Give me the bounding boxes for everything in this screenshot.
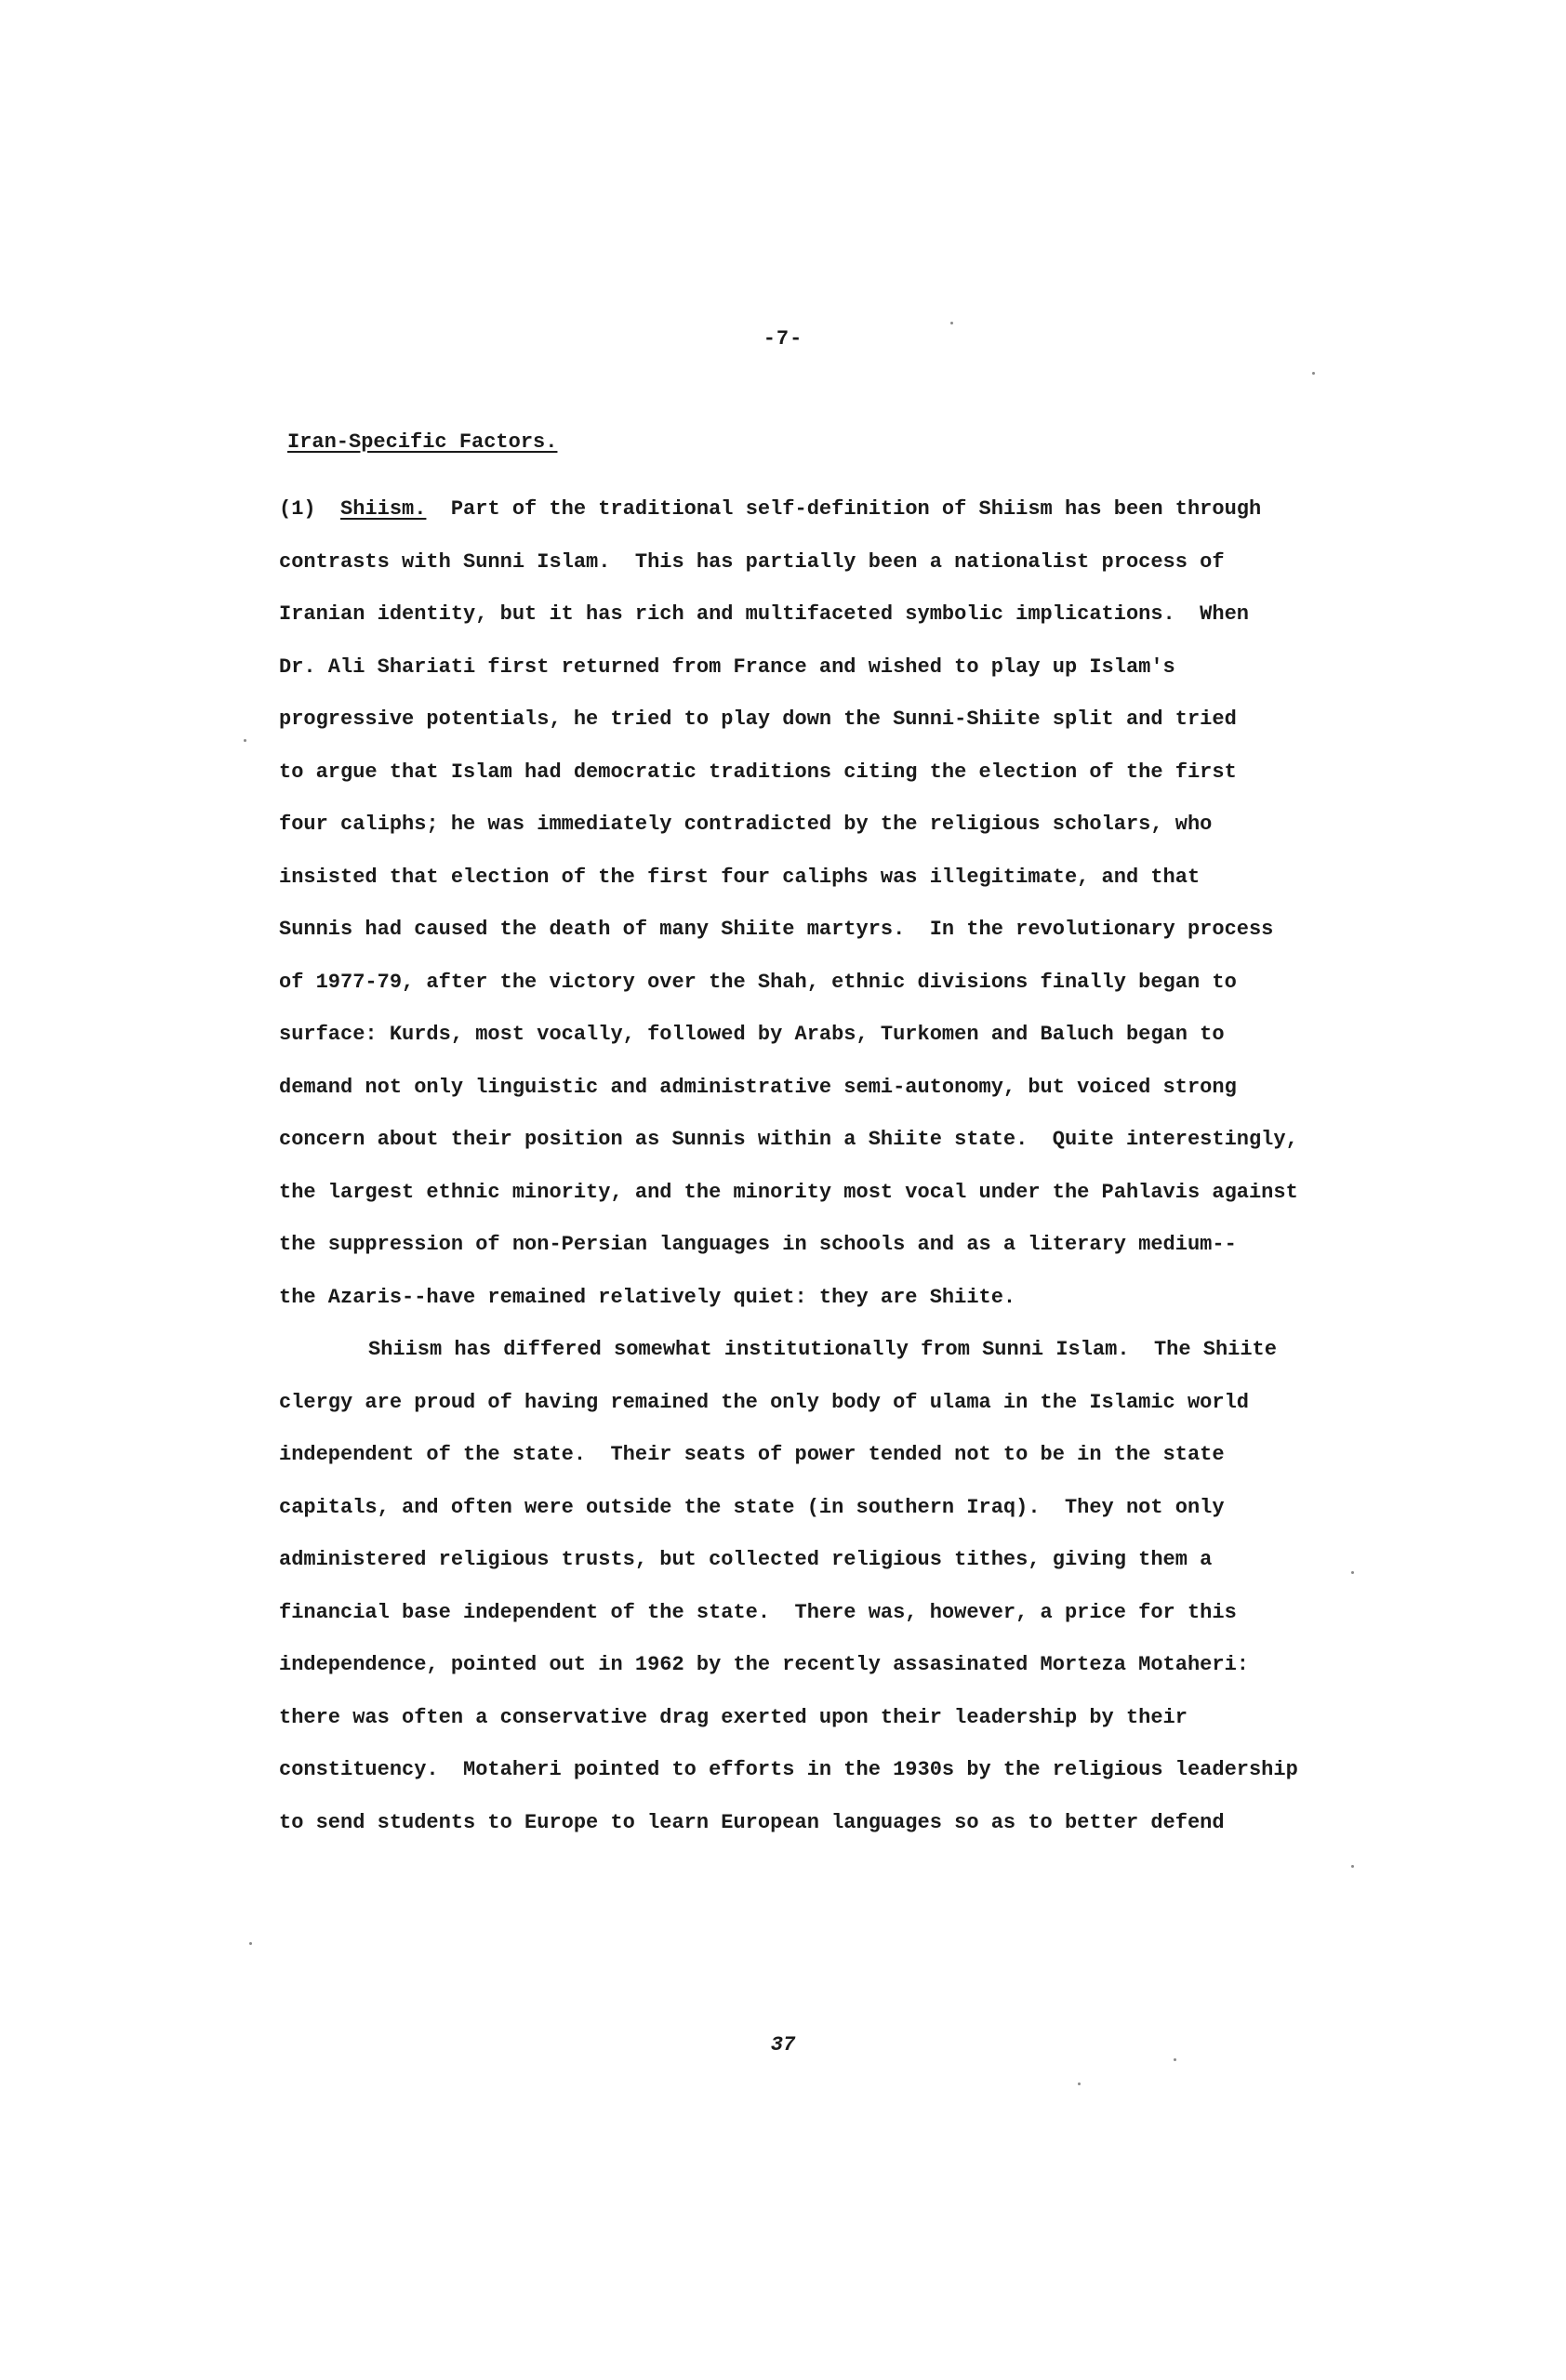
list-marker: (1) <box>279 497 316 521</box>
paragraph-2-line: clergy are proud of having remained the only body of ulama in the Islamic world <box>279 1390 1249 1414</box>
scan-speck <box>950 322 953 324</box>
paragraph-2-line: administered religious trusts, but collected religious tithes, giving them a <box>279 1548 1213 1571</box>
scan-speck <box>1351 1571 1354 1574</box>
paragraph-1-line: Iranian identity, but it has rich and multifaceted symbolic implications. When <box>279 602 1249 626</box>
section-heading <box>287 430 557 454</box>
paragraph-1-line-1-text: Part of the traditional self-definition of Shiism has been through <box>450 497 1262 521</box>
paragraph-2-line: to send students to Europe to learn European languages so as to better defend <box>279 1810 1225 1834</box>
body-text <box>279 483 1376 1849</box>
paragraph-1-line: Dr. Ali Shariati first returned from France and wished to play up Islam's <box>279 654 1175 679</box>
paragraph-2-line: Shiism has differed somewhat institutionally from Sunni Islam. The Shiite <box>368 1338 1277 1361</box>
section-heading-text: Iran-Specific Factors. <box>287 430 558 454</box>
scan-speck <box>249 1942 252 1945</box>
paragraph-1-line: of 1977-79, after the victory over the Shah, ethnic divisions finally began to <box>279 970 1237 994</box>
paragraph-2-line: there was often a conservative drag exerted upon their leadership by their <box>279 1705 1188 1729</box>
paragraph-1-line-1 <box>279 483 1376 536</box>
paragraph-2-line: independent of the state. Their seats of power tended not to be in the state <box>279 1443 1225 1466</box>
paragraph-1-line: concern about their position as Sunnis within a Shiite state. Quite interestingly, <box>279 1128 1298 1151</box>
paragraph-1-line: the Azaris--have remained relatively quiet: they are Shiite. <box>279 1285 1016 1309</box>
paragraph-1-line: insisted that election of the first four caliphs was illegitimate, and that <box>279 865 1201 889</box>
scan-speck <box>1078 2082 1081 2085</box>
scan-speck <box>1312 372 1315 375</box>
scan-speck <box>1174 2058 1176 2061</box>
paragraph-1-line: the suppression of non-Persian languages in schools and as a literary medium-- <box>279 1233 1237 1256</box>
scan-speck <box>1351 1865 1354 1868</box>
paragraph-1-line: demand not only linguistic and administrative semi-autonomy, but voiced strong <box>279 1075 1237 1099</box>
scan-speck <box>244 739 246 742</box>
page-number-top: -7- <box>763 327 803 350</box>
paragraph-1-line: four caliphs; he was immediately contradicted by the religious scholars, who <box>279 813 1213 836</box>
paragraph-2-line: capitals, and often were outside the state (in southern Iraq). They not only <box>279 1495 1225 1519</box>
paragraph-1-line: Sunnis had caused the death of many Shiite martyrs. In the revolutionary process <box>279 918 1274 941</box>
paragraph-1-line: to argue that Islam had democratic traditions citing the election of the first <box>279 760 1237 784</box>
page-number-bottom: 37 <box>770 2033 796 2056</box>
paragraph-2-line: constituency. Motaheri pointed to efforts in the 1930s by the religious leadership <box>279 1758 1298 1781</box>
paragraph-1-line: contrasts with Sunni Islam. This has partially been a nationalist process of <box>279 549 1225 574</box>
paragraph-1-line: progressive potentials, he tried to play down the Sunni-Shiite split and tried <box>279 707 1237 731</box>
paragraph-term: Shiism. <box>340 497 427 521</box>
paragraph-2-line: independence, pointed out in 1962 by the recently assasinated Morteza Motaheri: <box>279 1653 1249 1676</box>
paragraph-2-line: financial base independent of the state. There was, however, a price for this <box>279 1600 1237 1624</box>
paragraph-1-line: surface: Kurds, most vocally, followed by Arabs, Turkomen and Baluch began to <box>279 1023 1225 1046</box>
paragraph-1-line: the largest ethnic minority, and the minority most vocal under the Pahlavis against <box>279 1180 1298 1204</box>
